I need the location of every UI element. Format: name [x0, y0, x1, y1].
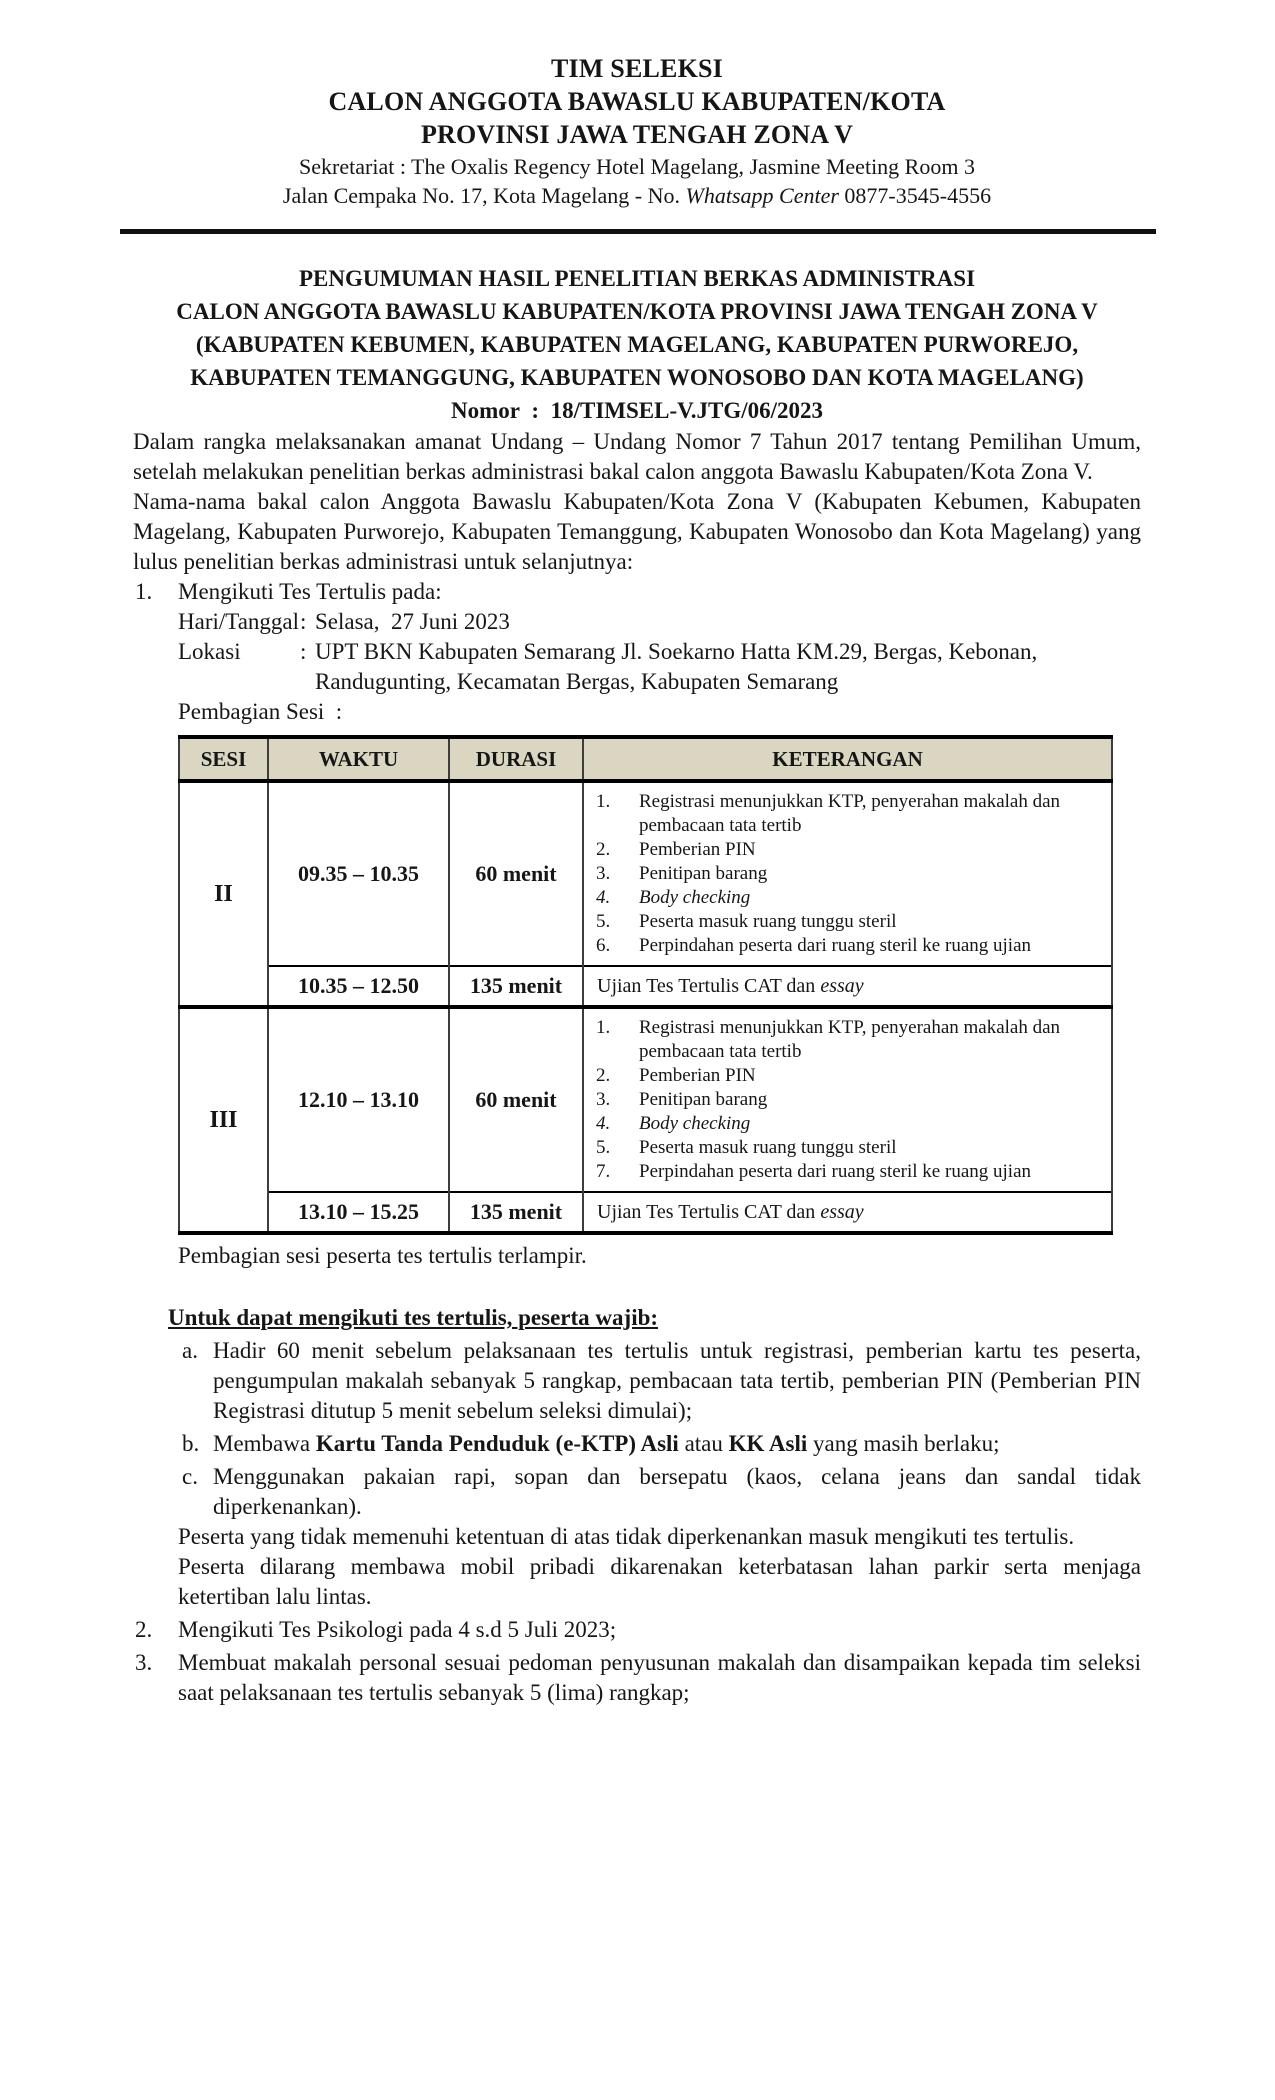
numbered-item-1 — [133, 577, 1141, 1612]
item-b-letter: b. — [182, 1431, 200, 1456]
step-text: Body checking — [639, 1113, 751, 1134]
session-2-waktu-1: 09.35 – 10.35 — [268, 781, 449, 966]
item-3-number: 3. — [135, 1650, 153, 1675]
letterhead-address — [133, 182, 1141, 209]
session-2-durasi-2: 135 menit — [449, 966, 583, 1007]
title-line1: PENGUMUMAN HASIL PENELITIAN BERKAS ADMINISTRASI — [298, 266, 976, 291]
item-1-title: Mengikuti Tes Tertulis pada: — [178, 579, 442, 604]
step — [596, 862, 1107, 886]
paragraph-intro-2: Nama-nama bakal calon Anggota Bawaslu Kabupaten/Kota Zona V (Kabupaten Kebumen, Kabupaten Magelang, Kabupaten Purworejo, Kabupaten Temanggung, Kabupaten Wonosobo dan Kota Magelang) yang lulus penelitian berkas administrasi untuk selanjutnya: — [133, 489, 1141, 574]
step-number: 5. — [596, 911, 611, 932]
session-3-row-1 — [179, 1007, 1112, 1192]
ujian-text: Ujian Tes Tertulis CAT dan — [597, 1201, 821, 1223]
letterhead-org-line2: CALON ANGGOTA BAWASLU KABUPATEN/KOTA — [328, 87, 946, 116]
announcement-title — [133, 262, 1141, 427]
address-whatsapp-label: Whatsapp Center — [685, 183, 839, 208]
item-2-number: 2. — [135, 1617, 153, 1642]
numbered-item-3 — [133, 1648, 1141, 1708]
step — [596, 1088, 1107, 1112]
step-text: Peserta masuk ruang tunggu steril — [639, 1137, 897, 1158]
step — [596, 1016, 1107, 1064]
step-text: Body checking — [639, 887, 751, 908]
title-line4: KABUPATEN TEMANGGUNG, KABUPATEN WONOSOBO DAN KOTA MAGELANG) — [190, 365, 1084, 390]
ujian-text: Ujian Tes Tertulis CAT dan — [597, 975, 821, 997]
address-pre: Jalan Cempaka No. 17, Kota Magelang - No. — [282, 183, 686, 208]
item-b-text-2: atau — [678, 1431, 729, 1456]
step-text: Pemberian PIN — [639, 839, 756, 860]
table-header-row — [179, 737, 1112, 781]
step-number: 5. — [596, 1137, 611, 1158]
session-3-waktu-2: 13.10 – 15.25 — [268, 1192, 449, 1233]
session-3-row-2 — [179, 1192, 1112, 1233]
step-number: 4. — [596, 887, 611, 908]
step-number: 6. — [596, 935, 611, 956]
header-durasi: DURASI — [449, 737, 583, 781]
title-line2: CALON ANGGOTA BAWASLU KABUPATEN/KOTA PROVINSI JAWA TENGAH ZONA V — [176, 299, 1098, 324]
session-3-keterangan — [583, 1007, 1112, 1192]
letterhead — [133, 52, 1141, 209]
step-text: Penitipan barang — [639, 1089, 768, 1110]
schedule-location-label: Lokasi — [178, 639, 241, 664]
step-number: 4. — [596, 1113, 611, 1134]
pembagian-terlampir-note: Pembagian sesi peserta tes tertulis terlampir. — [178, 1243, 587, 1268]
item-b-text-3: yang masih berlaku; — [807, 1431, 1000, 1456]
document-body — [133, 427, 1141, 1708]
step — [596, 1136, 1107, 1160]
title-nomor: Nomor : 18/TIMSEL-V.JTG/06/2023 — [450, 398, 824, 423]
letterhead-divider-rule — [120, 229, 1156, 234]
session-3-steps — [584, 1009, 1111, 1191]
header-keterangan: KETERANGAN — [583, 737, 1112, 781]
schedule-date-value: Selasa, 27 Juni 2023 — [315, 609, 510, 634]
item-c-text: Menggunakan pakaian rapi, sopan dan bersepatu (kaos, celana jeans dan sandal tidak diperkenankan). — [213, 1464, 1141, 1519]
session-2-waktu-2: 10.35 – 12.50 — [268, 966, 449, 1007]
step-text: Registrasi menunjukkan KTP, penyerahan makalah dan pembacaan tata tertib — [639, 791, 1061, 836]
step — [596, 790, 1107, 838]
step — [596, 910, 1107, 934]
item-2-text: Mengikuti Tes Psikologi pada 4 s.d 5 Juli 2023; — [178, 1617, 617, 1642]
session-3-ujian — [583, 1192, 1112, 1233]
item-1-number: 1. — [135, 579, 153, 604]
note-ketentuan: Peserta yang tidak memenuhi ketentuan di atas tidak diperkenankan masuk mengikuti tes tertulis. — [178, 1524, 1075, 1549]
step-number: 2. — [596, 1065, 611, 1086]
step-number: 1. — [596, 791, 611, 812]
ujian-essay-label: essay — [820, 975, 864, 997]
address-phone: 0877-3545-4556 — [838, 183, 992, 208]
wajib-item-b — [178, 1429, 1141, 1459]
schedule-location-colon: : — [300, 639, 307, 664]
step — [596, 838, 1107, 862]
step — [596, 1160, 1107, 1184]
pembagian-sesi-label: Pembagian Sesi : — [178, 699, 343, 724]
session-2-ujian — [583, 966, 1112, 1007]
step-text: Registrasi menunjukkan KTP, penyerahan makalah dan pembacaan tata tertib — [639, 1017, 1061, 1062]
item-a-text: Hadir 60 menit sebelum pelaksanaan tes tertulis untuk registrasi, pemberian kartu tes peserta, pengumpulan makalah sebanyak 5 rangkap, pembacaan tata tertib, pemberian PIN (Pemberian PIN Registrasi ditutup 5 menit sebelum seleksi dimulai); — [213, 1338, 1141, 1423]
step-number: 3. — [596, 863, 611, 884]
wajib-item-a — [178, 1336, 1141, 1426]
session-3-waktu-1: 12.10 – 13.10 — [268, 1007, 449, 1192]
session-2-row-2 — [179, 966, 1112, 1007]
session-3-label: III — [179, 1007, 268, 1233]
title-line3: (KABUPATEN KEBUMEN, KABUPATEN MAGELANG, KABUPATEN PURWOREJO, — [195, 332, 1079, 357]
step — [596, 934, 1107, 958]
step-text: Pemberian PIN — [639, 1065, 756, 1086]
letterhead-org-line3: PROVINSI JAWA TENGAH ZONA V — [420, 120, 854, 149]
item-1-body — [168, 577, 1141, 1612]
step-number: 2. — [596, 839, 611, 860]
step — [596, 1112, 1107, 1136]
session-3-durasi-2: 135 menit — [449, 1192, 583, 1233]
session-2-label: II — [179, 781, 268, 1007]
item-b-kk-bold: KK Asli — [728, 1431, 808, 1456]
step-number: 7. — [596, 1161, 611, 1182]
item-a-letter: a. — [182, 1338, 198, 1363]
step-number: 3. — [596, 1089, 611, 1110]
step-text: Penitipan barang — [639, 863, 768, 884]
schedule-row-date — [178, 607, 1141, 637]
session-2-steps — [584, 783, 1111, 965]
schedule-location-value: UPT BKN Kabupaten Semarang Jl. Soekarno Hatta KM.29, Bergas, Kebonan, Randugunting, Kecamatan Bergas, Kabupaten Semarang — [315, 639, 1038, 694]
note-parkir: Peserta dilarang membawa mobil pribadi dikarenakan keterbatasan lahan parkir serta menjaga ketertiban lalu lintas. — [178, 1554, 1141, 1609]
header-waktu: WAKTU — [268, 737, 449, 781]
letterhead-org-line1: TIM SELEKSI — [551, 54, 723, 83]
paragraph-intro-1: Dalam rangka melaksanakan amanat Undang – Undang Nomor 7 Tahun 2017 tentang Pemilihan Umum, setelah melakukan penelitian berkas administrasi bakal calon anggota Bawaslu Kabupaten/Kota Zona V. — [133, 429, 1141, 484]
session-2-durasi-1: 60 menit — [449, 781, 583, 966]
wajib-heading: Untuk dapat mengikuti tes tertulis, peserta wajib: — [168, 1305, 659, 1330]
ujian-essay-label: essay — [820, 1201, 864, 1223]
schedule-row-location — [178, 637, 1141, 697]
step-number: 1. — [596, 1017, 611, 1038]
step-text: Perpindahan peserta dari ruang steril ke ruang ujian — [639, 935, 1031, 956]
schedule-date-label: Hari/Tanggal — [178, 609, 300, 634]
letterhead-secretariat: Sekretariat : The Oxalis Regency Hotel Magelang, Jasmine Meeting Room 3 — [299, 154, 975, 179]
item-3-text: Membuat makalah personal sesuai pedoman penyusunan makalah dan disampaikan kepada tim seleksi saat pelaksanaan tes tertulis sebanyak 5 (lima) rangkap; — [178, 1650, 1141, 1705]
session-2-row-1 — [179, 781, 1112, 966]
header-sesi: SESI — [179, 737, 268, 781]
item-b-ektp-bold: Kartu Tanda Penduduk (e-KTP) Asli — [315, 1431, 679, 1456]
step-text: Perpindahan peserta dari ruang steril ke ruang ujian — [639, 1161, 1031, 1182]
schedule-date-colon: : — [300, 609, 307, 634]
session-schedule-table — [178, 735, 1113, 1235]
numbered-item-2 — [133, 1615, 1141, 1645]
step — [596, 1064, 1107, 1088]
step-text: Peserta masuk ruang tunggu steril — [639, 911, 897, 932]
session-2-keterangan — [583, 781, 1112, 966]
session-3-durasi-1: 60 menit — [449, 1007, 583, 1192]
step — [596, 886, 1107, 910]
item-b-text-1: Membawa — [213, 1431, 316, 1456]
item-c-letter: c. — [182, 1464, 198, 1489]
wajib-item-c — [178, 1462, 1141, 1522]
